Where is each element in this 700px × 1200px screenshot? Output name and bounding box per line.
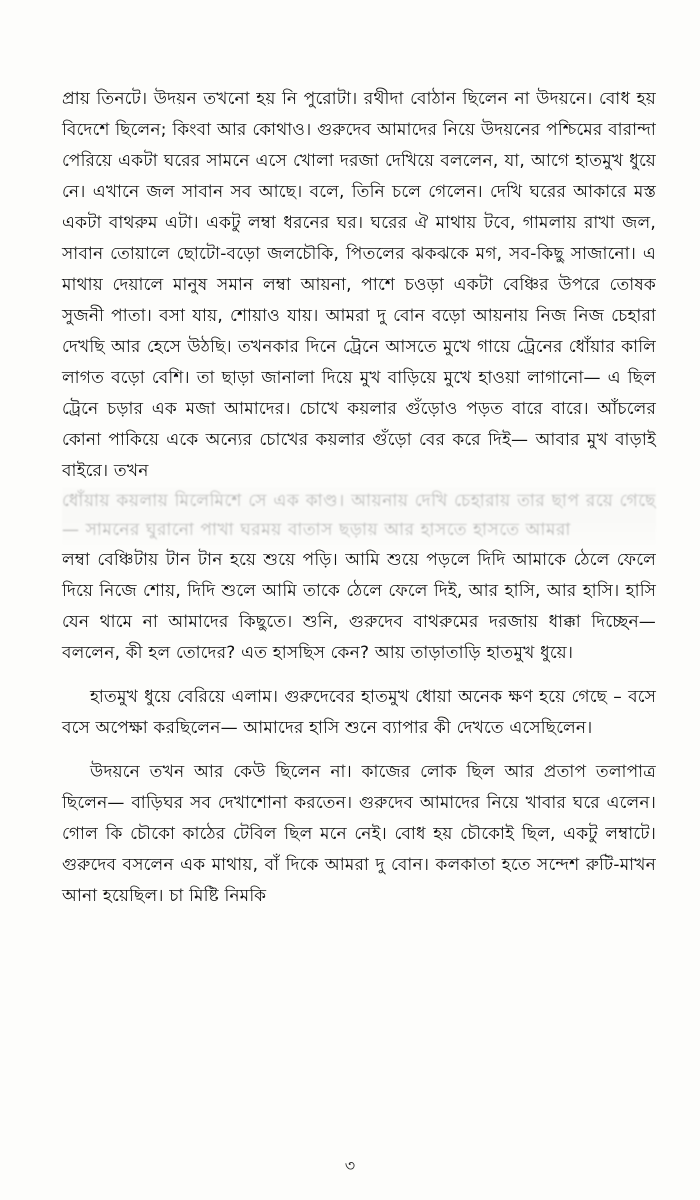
body-text [62, 84, 656, 925]
paragraph-1 [62, 84, 656, 669]
paragraph-1-text: প্রায় তিনটে। উদয়ন তখনো হয় নি পুরোটা। রথীদা বোঠান ছিলেন না উদয়নে। বোধ হয় বিদেশে ছিলেন; কিংবা আর কোথাও। গুরুদেব আমাদের নিয়ে উদয়নের পশ্চিমের বারান্দা পেরিয়ে একটা ঘরের সামনে এসে খোলা দরজা দেখিয়ে বললেন, যা, আগে হাতমুখ ধুয়ে নে। এখানে জল সাবান সব আছে। বলে, তিনি চলে গেলেন। দেখি ঘরের আকারে মস্ত একটা বাথরুম এটা। একটু লম্বা ধরনের ঘর। ঘরের ঐ মাথায় টবে, গামলায় রাখা জল, সাবান তোয়ালে ছোটো-বড়ো জলচৌকি, পিতলের ঝকঝকে মগ, সব-কিছু সাজানো। এ মাথায় দেয়ালে মানুষ সমান লম্বা আয়না, পাশে চওড়া একটা বেঞ্চির উপরে তোষক সুজনী পাতা। বসা যায়, শোয়াও যায়। আমরা দু বোন বড়ো আয়নায় নিজ নিজ চেহারা দেখছি আর হেসে উঠছি। তখনকার দিনে ট্রেনে আসতে মুখে গায়ে ট্রেনের ধোঁয়ার কালি লাগত বড়ো বেশি। তা ছাড়া জানালা দিয়ে মুখ বাড়িয়ে মুখে হাওয়া লাগানো— এ ছিল ট্রেনে চড়ার এক মজা আমাদের। চোখে কয়লার গুঁড়োও পড়ত বারে বারে। আঁচলের কোনা পাকিয়ে একে অন্যের চোখের কয়লার গুঁড়ো বের করে দিই— আবার মুখ বাড়াই বাইরে। তখন [62, 89, 656, 481]
paragraph-2: হাতমুখ ধুয়ে বেরিয়ে এলাম। গুরুদেবের হাতমুখ ধোয়া অনেক ক্ষণ হয়ে গেছে – বসে বসে অপেক্ষা করছিলেন— আমাদের হাসি শুনে ব্যাপার কী দেখতে এসেছিলেন। [62, 687, 656, 738]
paragraph-1-continuation: লম্বা বেঞ্চিটায় টান টান হয়ে শুয়ে পড়ি। আমি শুয়ে পড়লে দিদি আমাকে ঠেলে ফেলে দিয়ে নিজে শোয়, দিদি শুলে আমি তাকে ঠেলে ফেলে দিই, আর হাসি, আর হাসি। হাসি যেন থামে না আমাদের কিছুতে। শুনি, গুরুদেব বাথরুমের দরজায় ধাক্কা দিচ্ছেন— বললেন, কী হল তোদের? এত হাসছিস কেন? আয় তাড়াতাড়ি হাতমুখ ধুয়ে। [62, 550, 656, 663]
paragraph-3: উদয়নে তখন আর কেউ ছিলেন না। কাজের লোক ছিল আর প্রতাপ তলাপাত্র ছিলেন— বাড়িঘর সব দেখাশোনা করতেন। গুরুদেব আমাদের নিয়ে খাবার ঘরে এলেন। গোল কি চৌকো কাঠের টেবিল ছিল মনে নেই। বোধ হয় চৌকোই ছিল, একটু লম্বাটে। গুরুদেব বসলেন এক মাথায়, বাঁ দিকে আমরা দু বোন। কলকাতা হতে সন্দেশ রুটি-মাখন আনা হয়েছিল। চা মিষ্টি নিমকি [62, 762, 656, 906]
page-number: ৩ [344, 1156, 356, 1175]
smudged-lines: ধোঁয়ায় কয়লায় মিলেমিশে সে এক কাণ্ড। আয়নায় দেখি চেহারায় তার ছাপ রয়ে গেছে — সামনের ঘুরানো পাখা ঘরময় বাতাস ছড়ায় আর হাসতে হাসতে আমরা [62, 487, 656, 545]
